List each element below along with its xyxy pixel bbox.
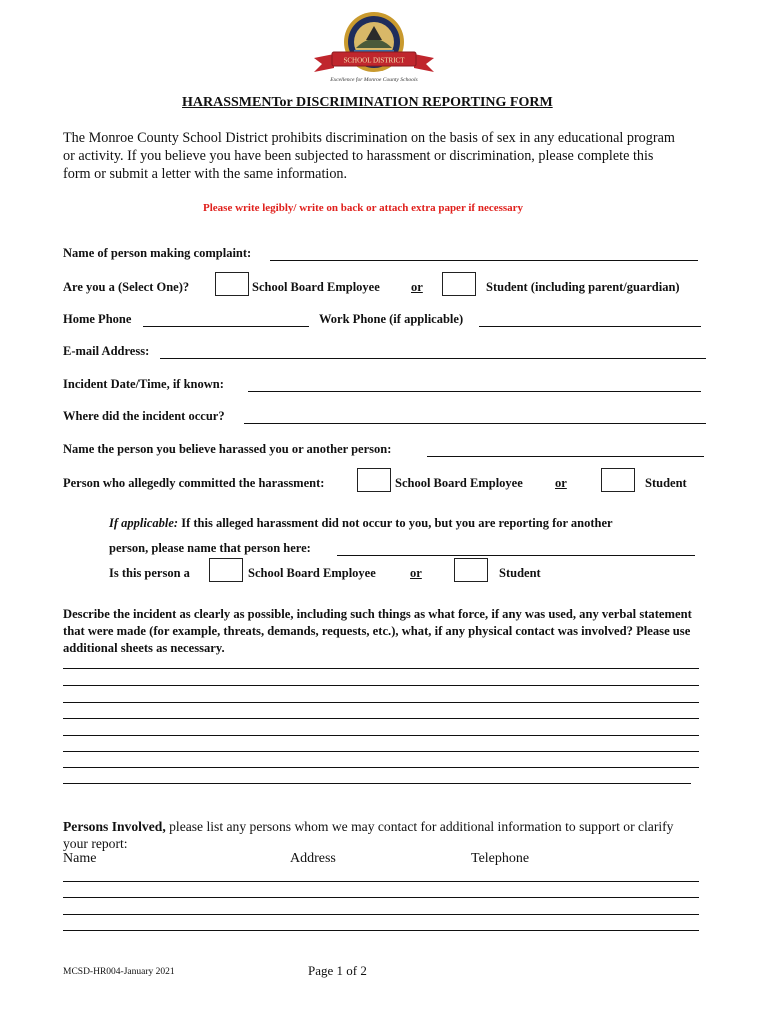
alleged-student-label: Student <box>645 476 687 490</box>
other-employee-label: School Board Employee <box>248 566 376 580</box>
description-line[interactable] <box>63 783 691 784</box>
form-code: MCSD-HR004-January 2021 <box>63 967 175 977</box>
student-parent-checkbox[interactable] <box>442 272 476 296</box>
complainant-name-line[interactable] <box>270 260 698 261</box>
alleged-employee-checkbox[interactable] <box>357 468 391 492</box>
logo-tagline: Excellence for Monroe County Schools <box>330 77 418 83</box>
instruction-text: Please write legibly/ write on back or attach extra paper if necessary <box>203 202 524 214</box>
school-board-employee-checkbox[interactable] <box>215 272 249 296</box>
email-label: E-mail Address: <box>63 344 150 358</box>
other-student-label: Student <box>499 566 541 580</box>
is-person-label: Is this person a <box>109 566 190 580</box>
description-line[interactable] <box>63 767 699 768</box>
incident-date-line[interactable] <box>248 391 701 392</box>
alleged-student-checkbox[interactable] <box>601 468 635 492</box>
persons-line[interactable] <box>63 881 699 882</box>
alleged-harasser-label: Person who allegedly committed the harassment: <box>63 476 325 490</box>
column-name: Name <box>63 851 97 866</box>
form-title: HARASSMENTor DISCRIMINATION REPORTING FORM <box>182 95 553 110</box>
district-logo <box>304 10 444 88</box>
description-line[interactable] <box>63 751 699 752</box>
incident-location-label: Where did the incident occur? <box>63 409 225 423</box>
school-board-employee-label: School Board Employee <box>252 280 380 294</box>
complainant-label: Name of person making complaint: <box>63 246 252 260</box>
persons-line[interactable] <box>63 930 699 931</box>
if-applicable-text <box>109 516 613 531</box>
if-applicable-lead: If applicable: <box>109 516 179 530</box>
or-label: or <box>411 280 423 294</box>
work-phone-line[interactable] <box>479 326 701 327</box>
column-address: Address <box>290 851 336 866</box>
home-phone-label: Home Phone <box>63 312 132 326</box>
other-or-label: or <box>410 566 422 580</box>
alleged-employee-label: School Board Employee <box>395 476 523 490</box>
other-student-checkbox[interactable] <box>454 558 488 582</box>
select-one-label: Are you a (Select One)? <box>63 280 190 294</box>
persons-line[interactable] <box>63 897 699 898</box>
harasser-name-line[interactable] <box>427 456 704 457</box>
student-parent-label: Student (including parent/guardian) <box>486 280 680 294</box>
persons-involved-lead: Persons Involved, <box>63 819 166 834</box>
description-prompt: Describe the incident as clearly as possible, including such things as what force, if any was used, any verbal statement that were made (for example, threats, demands, requests, etc.), what, if any physical contact was involved? Please use additional sheets as necessary. <box>63 607 692 655</box>
description-line[interactable] <box>63 685 699 686</box>
other-employee-checkbox[interactable] <box>209 558 243 582</box>
harasser-name-label: Name the person you believe harassed you or another person: <box>63 442 392 456</box>
description-line[interactable] <box>63 735 699 736</box>
column-telephone: Telephone <box>471 851 530 866</box>
alleged-or-label: or <box>555 476 567 490</box>
page-number: Page 1 of 2 <box>308 963 367 978</box>
incident-date-label: Incident Date/Time, if known: <box>63 377 224 391</box>
logo-banner-text: SCHOOL DISTRICT <box>343 56 405 65</box>
description-line[interactable] <box>63 702 699 703</box>
persons-involved-text <box>63 818 683 852</box>
persons-line[interactable] <box>63 914 699 915</box>
other-person-line[interactable] <box>337 555 695 556</box>
description-line[interactable] <box>63 668 699 669</box>
intro-paragraph: The Monroe County School District prohibits discrimination on the basis of sex in any educational program or activity. If you believe you have been subjected to harassment or discrimination, please complete this form or submit a letter with the same information. <box>63 130 675 182</box>
email-line[interactable] <box>160 358 706 359</box>
description-line[interactable] <box>63 718 699 719</box>
work-phone-label: Work Phone (if applicable) <box>319 312 464 326</box>
incident-location-line[interactable] <box>244 423 706 424</box>
other-person-label: person, please name that person here: <box>109 541 311 555</box>
persons-involved-rest: please list any persons whom we may contact for additional information to support or clarify your report: <box>63 819 674 851</box>
home-phone-line[interactable] <box>143 326 309 327</box>
if-applicable-rest: If this alleged harassment did not occur to you, but you are reporting for another <box>178 516 613 530</box>
